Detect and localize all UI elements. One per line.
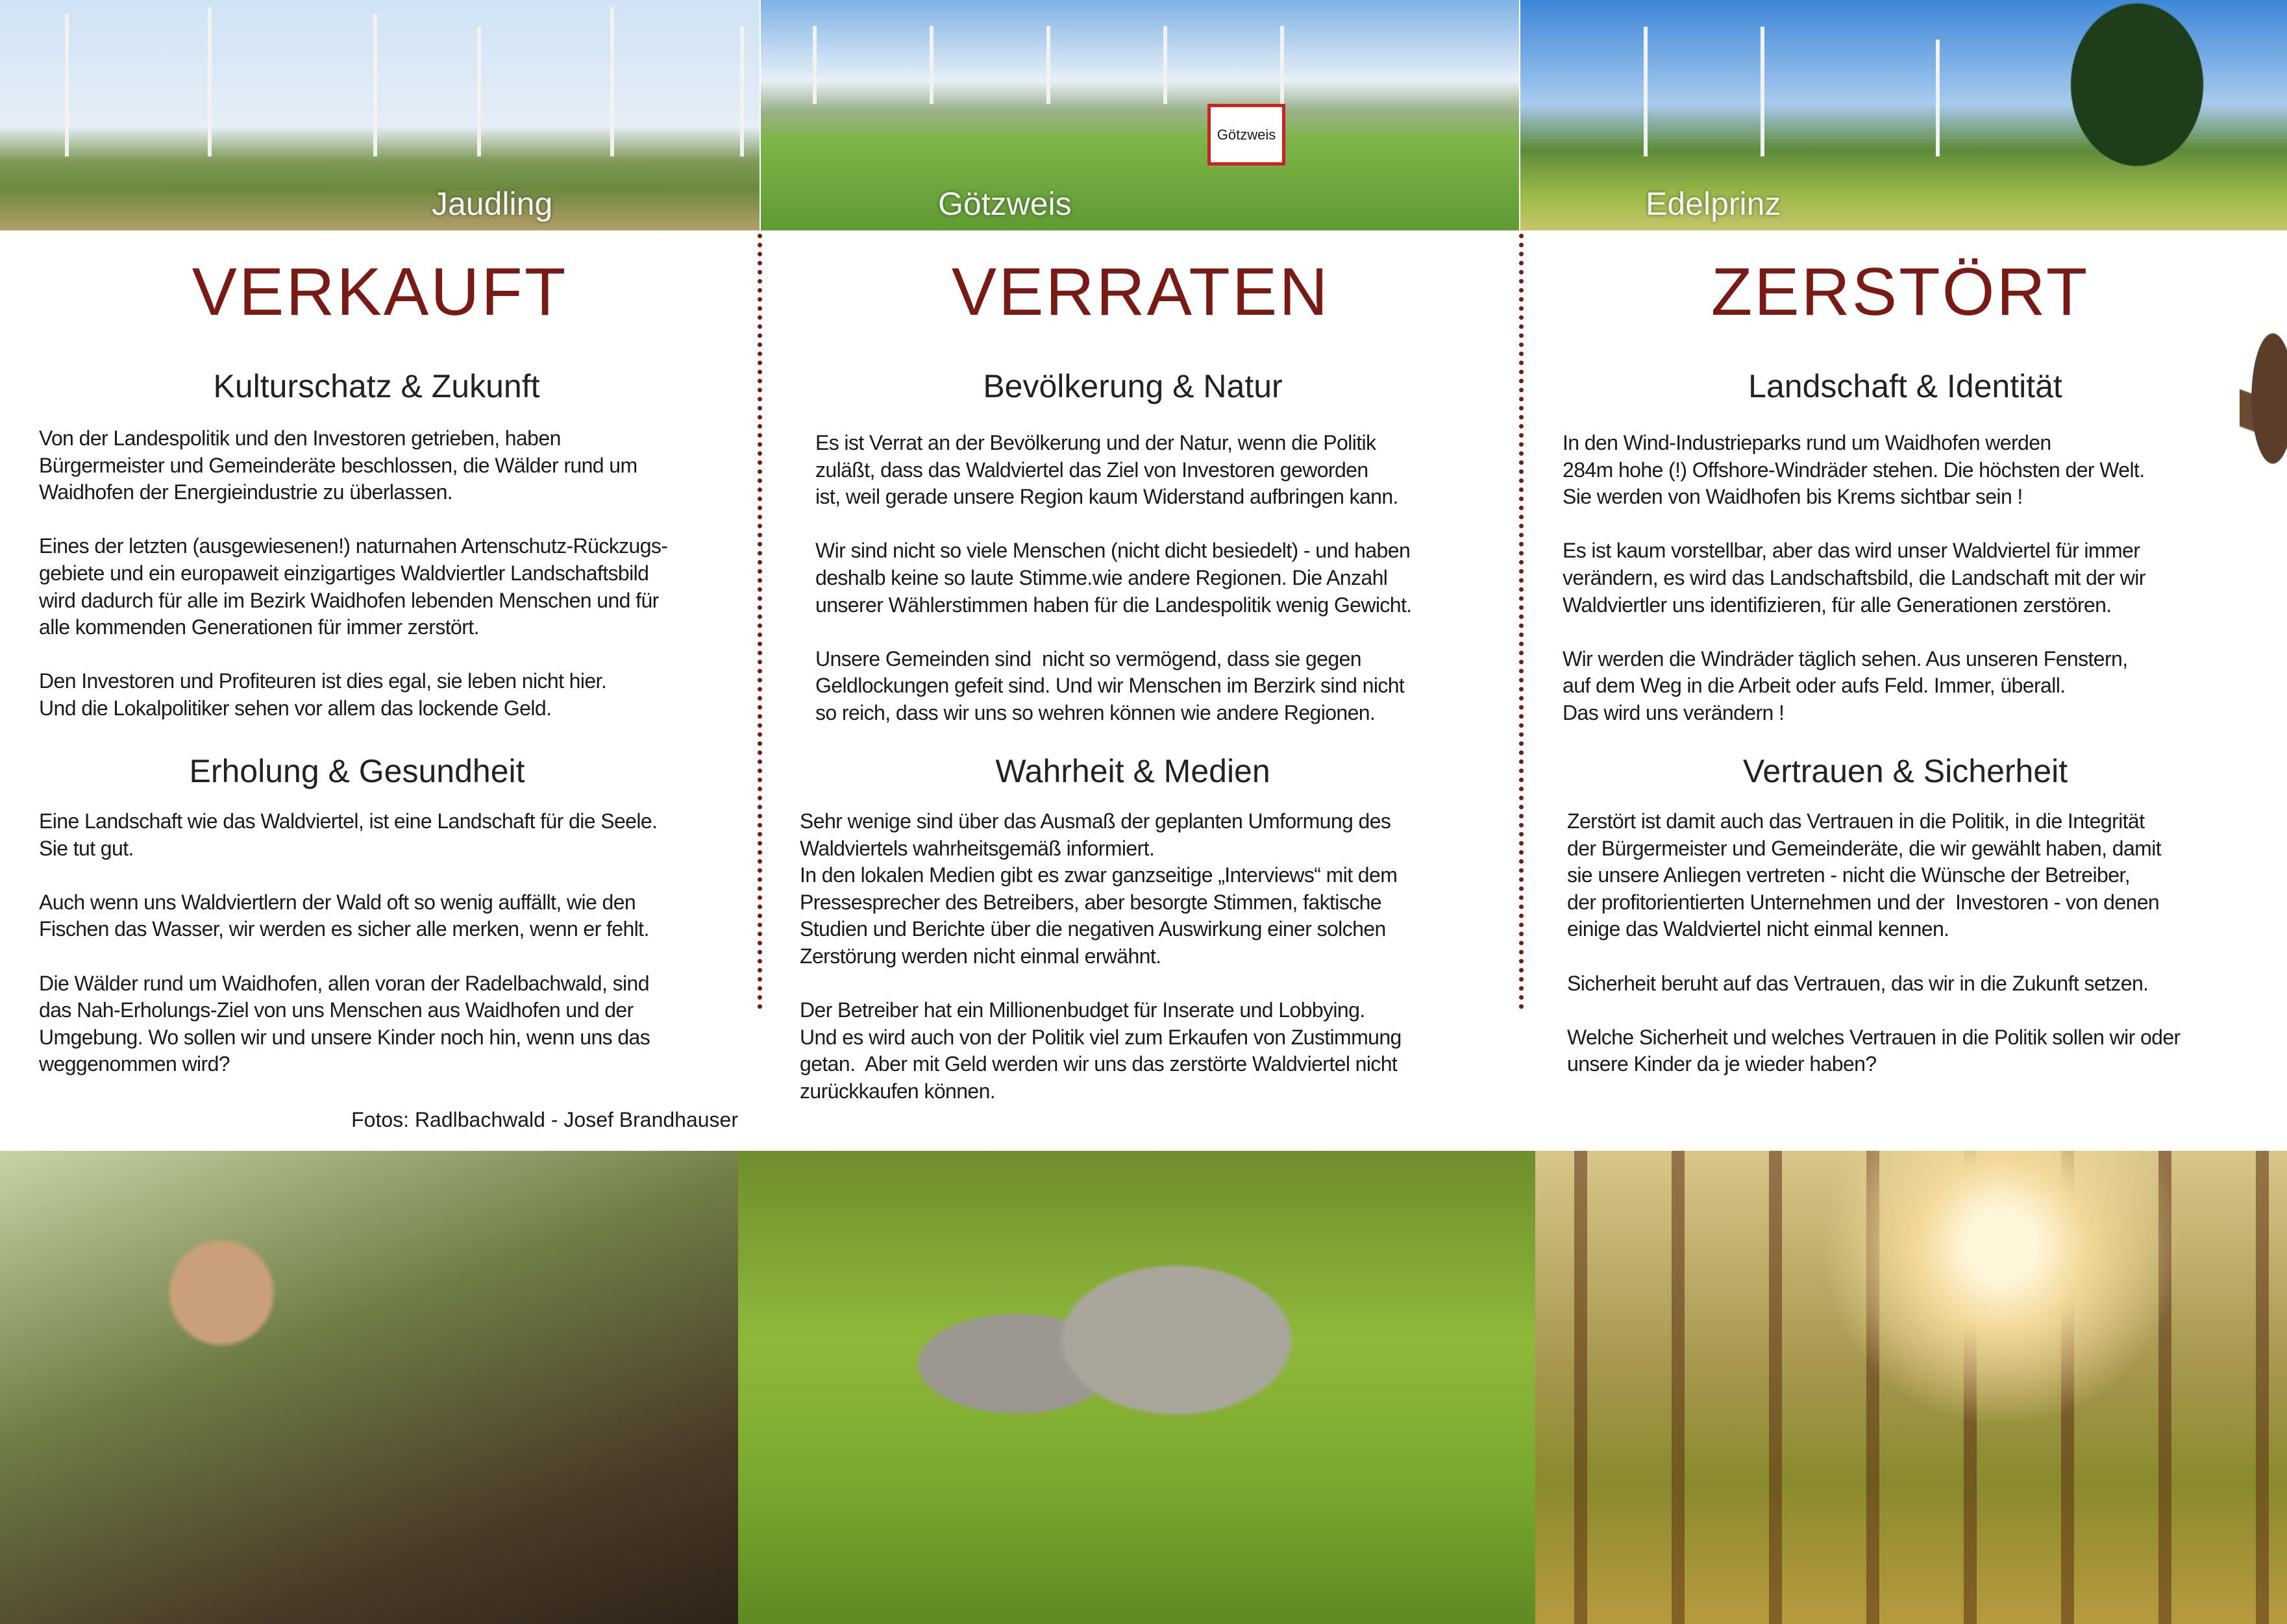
paragraph: Eine Landschaft wie das Waldviertel, ist eine Landschaft für die Seele. Sie tut gut. xyxy=(39,809,658,860)
section-text xyxy=(815,430,1412,727)
wind-turbine xyxy=(208,7,212,156)
paragraph: Sehr wenige sind über das Ausmaß der geplanten Umformung des Waldviertels wahrheitsgemäß informiert. In den lokalen Medien gibt es zwar ganzseitige „Interviews“ mit dem Pressesprecher des Betreibers, aber besorgte Stimmen, faktische Studien und Berichte über die negativen Auswirkung einer solchen Zerstörung werden nicht einmal erwähnt. xyxy=(800,809,1398,968)
paragraph: Wir sind nicht so viele Menschen (nicht dicht besiedelt) - und haben deshalb keine so laute Stimme.wie andere Regionen. Die Anzahl unserer Wählerstimmen haben für die Landespolitik wenig Gewicht. xyxy=(815,539,1412,617)
paragraph: Wir werden die Windräder täglich sehen. Aus unseren Fenstern, auf dem Weg in die Arbeit oder aufs Feld. Immer, überall. Das wird uns verändern ! xyxy=(1563,646,2128,724)
wind-turbine xyxy=(65,14,69,156)
bird-of-prey-image xyxy=(2240,331,2287,500)
paragraph: Es ist kaum vorstellbar, aber das wird unser Waldviertel für immer verändern, es wird das Landschaftsbild, die Landschaft mit der wir Waldviertler uns identifizieren, für alle Generationen zerstören. xyxy=(1563,539,2145,617)
photo-father-daughter-forest xyxy=(0,1151,738,1624)
paragraph: Den Investoren und Profiteuren ist dies egal, sie leben nicht hier. Und die Lokalpolitiker sehen vor allem das lockende Geld. xyxy=(39,669,607,720)
photo-sunlit-forest xyxy=(1535,1151,2287,1624)
photo-caption: Götzweis xyxy=(938,186,1072,222)
column-title-verkauft: VERKAUFT xyxy=(192,254,568,330)
wind-turbine xyxy=(1280,26,1284,104)
column-title-zerstoert: ZERSTÖRT xyxy=(1711,254,2090,330)
wind-turbine xyxy=(740,27,744,156)
photo-caption: Jaudling xyxy=(432,186,553,222)
section-text xyxy=(39,425,667,722)
paragraph: Auch wenn uns Waldviertlern der Wald oft so wenig auffällt, wie den Fischen das Wasser, wir werden es sicher alle merken, wenn er fehlt. xyxy=(39,890,649,941)
column-divider xyxy=(1519,234,1524,1009)
section-heading: Erholung & Gesundheit xyxy=(189,753,525,789)
section-text xyxy=(1563,430,2145,727)
paragraph: Eines der letzten (ausgewiesenen!) naturnahen Artenschutz-Rückzugs- gebiete und ein europaweit einzigartiges Waldviertler Landschaftsbild wird dadurch für alle im Bezirk Waidhofen lebenden Menschen und für alle kommenden Generationen für immer zerstört. xyxy=(39,534,668,639)
photo-moss-covered-stones xyxy=(738,1151,1535,1624)
section-heading: Vertrauen & Sicherheit xyxy=(1742,753,2068,789)
paragraph: Welche Sicherheit und welches Vertrauen in die Politik sollen wir oder unsere Kinder da je wieder haben? xyxy=(1567,1025,2181,1076)
wind-turbine xyxy=(477,27,481,156)
photo-edelprinz-wind-turbines xyxy=(1520,0,2287,230)
column-divider xyxy=(758,234,762,1009)
town-sign xyxy=(1207,104,1285,166)
wind-turbine xyxy=(813,26,817,104)
section-heading: Landschaft & Identität xyxy=(1748,368,2062,404)
tree xyxy=(2053,0,2221,188)
wind-turbine xyxy=(610,7,614,156)
paragraph: Der Betreiber hat ein Millionenbudget für Inserate und Lobbying. Und es wird auch von der Politik viel zum Erkaufen von Zustimmung getan. Aber mit Geld werden wir uns das zerstörte Waldviertel nicht zurückkaufen können. xyxy=(800,998,1402,1103)
section-heading: Wahrheit & Medien xyxy=(995,753,1270,789)
section-text xyxy=(1567,808,2181,1078)
section-text xyxy=(39,808,657,1078)
paragraph: Zerstört ist damit auch das Vertrauen in die Politik, in die Integrität der Bürgermeister und Gemeinderäte, die wir gewählt haben, damit sie unsere Anliegen vertreten - nicht die Wünsche der Betreiber, der profitorientierten Unternehmen und der Investoren - von denen einige das Waldviertel nicht einmal kennen. xyxy=(1567,809,2161,941)
wind-turbine xyxy=(1163,26,1167,104)
paragraph: Von der Landespolitik und den Investoren getrieben, haben Bürgermeister und Gemeinderäte beschlossen, die Wälder rund um Waidhofen der Energieindustrie zu überlassen. xyxy=(39,426,637,504)
section-heading: Bevölkerung & Natur xyxy=(983,368,1283,404)
section-heading: Kulturschatz & Zukunft xyxy=(213,368,540,404)
wind-turbine xyxy=(1644,27,1648,156)
photo-credit: Fotos: Radlbachwald - Josef Brandhauser xyxy=(351,1108,738,1131)
paragraph: Es ist Verrat an der Bevölkerung und der Natur, wenn die Politik zuläßt, dass das Waldviertel das Ziel von Investoren geworden ist, weil gerade unsere Region kaum Widerstand aufbringen kann. xyxy=(815,431,1398,509)
photo-caption: Edelprinz xyxy=(1646,186,1781,222)
photo-goetzweis-wind-turbines xyxy=(761,0,1519,230)
wind-turbine xyxy=(1046,26,1050,104)
section-text xyxy=(800,808,1402,1105)
wind-turbine xyxy=(373,14,377,156)
paragraph: Sicherheit beruht auf das Vertrauen, das wir in die Zukunft setzen. xyxy=(1567,971,2149,995)
wind-turbine xyxy=(930,26,933,104)
paragraph: Unsere Gemeinden sind nicht so vermögend, dass sie gegen Geldlockungen gefeit sind. Und wir Menschen im Berzirk sind nicht so reich, dass wir uns so wehren können wie andere Regionen. xyxy=(815,646,1405,724)
town-sign-text: Götzweis xyxy=(1217,126,1276,143)
wind-turbine xyxy=(1936,40,1940,156)
photo-jaudling-wind-turbines xyxy=(0,0,760,230)
paragraph: Die Wälder rund um Waidhofen, allen voran der Radelbachwald, sind das Nah-Erholungs-Ziel von uns Menschen aus Waidhofen und der Umgebung. Wo sollen wir und unsere Kinder noch hin, wenn uns das weggenommen wird? xyxy=(39,971,650,1076)
wind-turbine xyxy=(1761,27,1764,156)
column-title-verraten: VERRATEN xyxy=(951,254,1330,330)
paragraph: In den Wind-Industrieparks rund um Waidhofen werden 284m hohe (!) Offshore-Windräder stehen. Die höchsten der Welt. Sie werden von Waidhofen bis Krems sichtbar sein ! xyxy=(1563,431,2145,509)
